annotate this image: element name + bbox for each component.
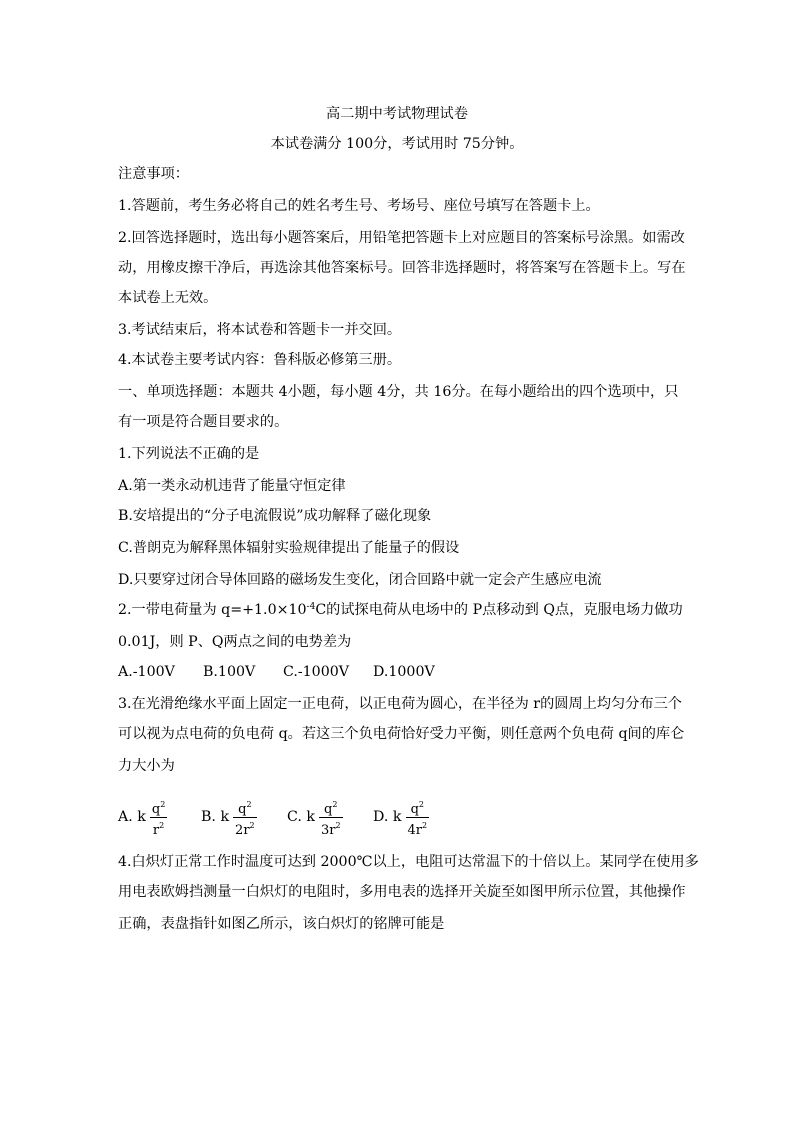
notice-line: 4.本试卷主要考试内容：鲁科版必修第三册。 [118,352,402,368]
page-title: 高二期中考试物理试卷 [326,106,468,122]
question-2-option: C.-1000V [283,664,350,680]
question-1-option: D.只要穿过闭合导体回路的磁场发生变化，闭合回路中就一定会产生感应电流 [118,572,602,588]
page-subtitle: 本试卷满分 100分，考试用时 75分钟。 [270,136,524,152]
question-1-option: B.安培提出的“分子电流假说”成功解释了磁化现象 [118,508,432,524]
question-2-option: A.-100V [118,664,175,680]
question-4-stem: 4.白炽灯正常工作时温度可达到 2000℃以上，电阻可达常温下的十倍以上。某同学在使用多 [118,854,699,870]
notice-line: 1.答题前，考生务必将自己的姓名考生号、考场号、座位号填写在答题卡上。 [118,198,600,214]
notice-line: 本试卷上无效。 [118,290,218,306]
question-3-option: B. k $\frac{q^2}{2r^2}$ [201,799,255,838]
question-1-option: A.第一类永动机违背了能量守恒定律 [118,478,346,494]
question-4-stem: 用电表欧姆挡测量一白炽灯的电阻时，多用电表的选择开关旋至如图甲所示位置，其他操作 [118,884,686,900]
question-3-stem: 可以视为点电荷的负电荷 q。若这三个负电荷恰好受力平衡，则任意两个负电荷 q间的库仑 [118,726,685,742]
question-2-stem: 2.一带电荷量为 $q=+1.0\times 10^{-4}C$的试探电荷从电场中的 P点移动到 Q点，克服电场力做功 [118,602,683,618]
question-2-option: D.1000V [373,664,435,680]
notice-line: 3.考试结束后，将本试卷和答题卡一并交回。 [118,322,402,338]
question-3-stem: 3.在光滑绝缘水平面上固定一正电荷，以正电荷为圆心，在半径为 r的圆周上均匀分布三个 [118,696,682,712]
notice-line: 2.回答选择题时，选出每小题答案后，用铅笔把答题卡上对应题目的答案标号涂黑。如需改 [118,230,685,246]
question-3-option: A. k $\frac{q^2}{r^2}$ [118,799,166,838]
question-1-stem: 1.下列说法不正确的是 [118,446,260,462]
question-2-stem: 0.01J，则 P、Q两点之间的电势差为 [118,634,352,650]
notice-header: 注意事项： [118,166,189,182]
question-2-option: B.100V [203,664,256,680]
question-4-stem: 正确，表盘指针如图乙所示，该白炽灯的铭牌可能是 [118,916,445,932]
section-heading: 一、单项选择题：本题共 4小题，每小题 4分，共 16分。在每小题给出的四个选项中，只 [118,384,679,400]
question-3-stem: 力大小为 [118,758,175,774]
section-heading: 有一项是符合题目要求的。 [118,414,289,430]
question-3-option: C. k $\frac{q^2}{3r^2}$ [287,799,341,838]
question-1-option: C.普朗克为解释黑体辐射实验规律提出了能量子的假设 [118,540,460,556]
notice-line: 动，用橡皮擦干净后，再选涂其他答案标号。回答非选择题时，将答案写在答题卡上。写在 [118,260,686,276]
question-3-option: D. k $\frac{q^2}{4r^2}$ [373,799,428,838]
